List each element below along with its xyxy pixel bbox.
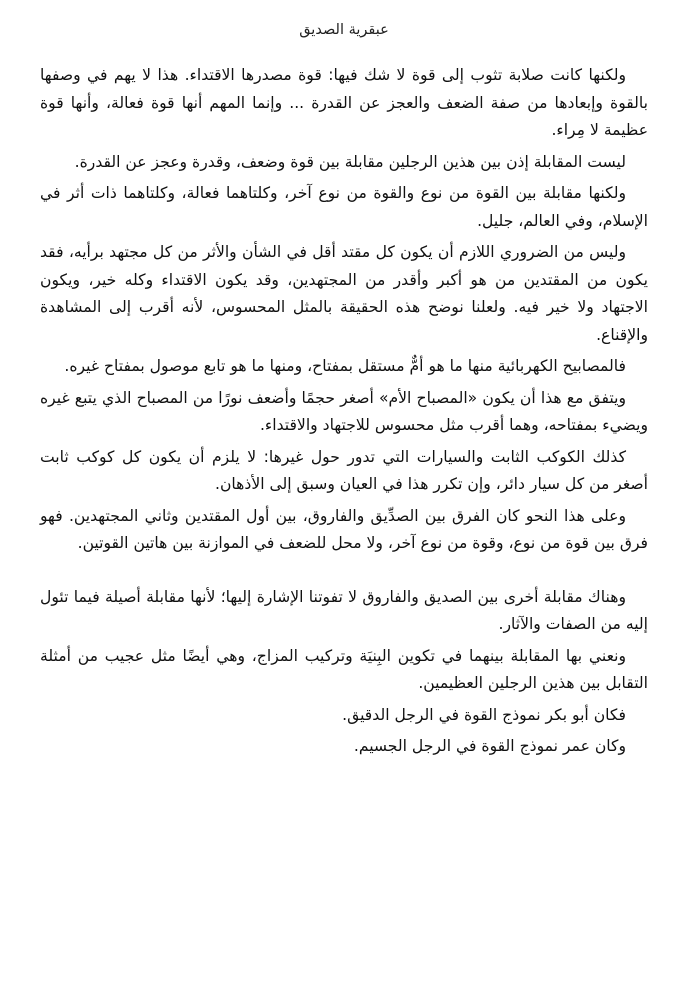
- paragraph: فكان أبو بكر نموذج القوة في الرجل الدقيق.: [342, 705, 626, 724]
- paragraph: وكان عمر نموذج القوة في الرجل الجسيم.: [353, 737, 626, 755]
- paragraph: كذلك الكوكب الثابت والسيارات التي تدور حول غيرها: لا يلزم أن يكون كل كوكب ثابت أصغر من كل سيار دائر، وإن تكرر هذا في العيان وسبق إلى الأذهان.: [40, 447, 648, 493]
- paragraph: وهناك مقابلة أخرى بين الصديق والفاروق لا تفوتنا الإشارة إليها؛ لأنها مقابلة أصيلة فيما تئول إليه من الصفات والآثار.: [40, 587, 648, 633]
- paragraph: ويتفق مع هذا أن يكون «المصباح الأم» أصغر حجمًا وأضعف نورًا من المصباح الذي يتبع غيره ويضيء بمفتاحه، وهما أقرب مثل محسوس للاجتهاد والاقتداء.: [40, 388, 648, 434]
- paragraph: ليست المقابلة إذن بين هذين الرجلين مقابلة بين قوة وضعف، وقدرة وعجز عن القدرة.: [74, 152, 626, 171]
- paragraph: وليس من الضروري اللازم أن يكون كل مقتد أقل في الشأن والأثر من كل مجتهد برأيه، فقد يكون من المقتدين من هو أكبر وأقدر من المجتهدين، وقد يكون الاقتداء وكله خير، ويكون الاجتهاد ولا خير فيه. ولعلنا نوضح هذه الحقيقة بالمثل المحسوس، لأنه أقرب إلى المشاهدة والإقناع.: [40, 243, 648, 344]
- paragraph: ولكنها مقابلة بين القوة من نوع والقوة من نوع آخر، وكلتاهما فعالة، وكلتاهما ذات أثر في الإسلام، وفي العالم، جليل.: [40, 184, 648, 230]
- paragraph: ونعني بها المقابلة بينهما في تكوين البِنيَة وتركيب المزاج، وهي أيضًا مثل عجيب من أمثلة التقابل بين هذين الرجلين العظيمين.: [40, 646, 648, 692]
- paragraph: فالمصابيح الكهربائية منها ما هو أمٌّ مستقل بمفتاح، ومنها ما هو تابع موصول بمفتاح غيره.: [64, 357, 626, 375]
- page-header-title: عبقرية الصديق: [299, 22, 389, 38]
- paragraph: ولكنها كانت صلابة تثوب إلى قوة لا شك فيها: قوة مصدرها الاقتداء. هذا لا يهم في وصفها بالقوة وإبعادها من صفة الضعف والعجز عن القدرة ... وإنما المهم أنها قوة فعالة، وأنها قوة عظيمة لا مِراء.: [40, 66, 648, 139]
- paragraph: وعلى هذا النحو كان الفرق بين الصدِّيق والفاروق، بين أول المقتدين وثاني المجتهدين. فهو فرق بين قوة من نوع، وقوة من نوع آخر، ولا محل للضعف في الموازنة بين هاتين القوتين.: [40, 506, 648, 552]
